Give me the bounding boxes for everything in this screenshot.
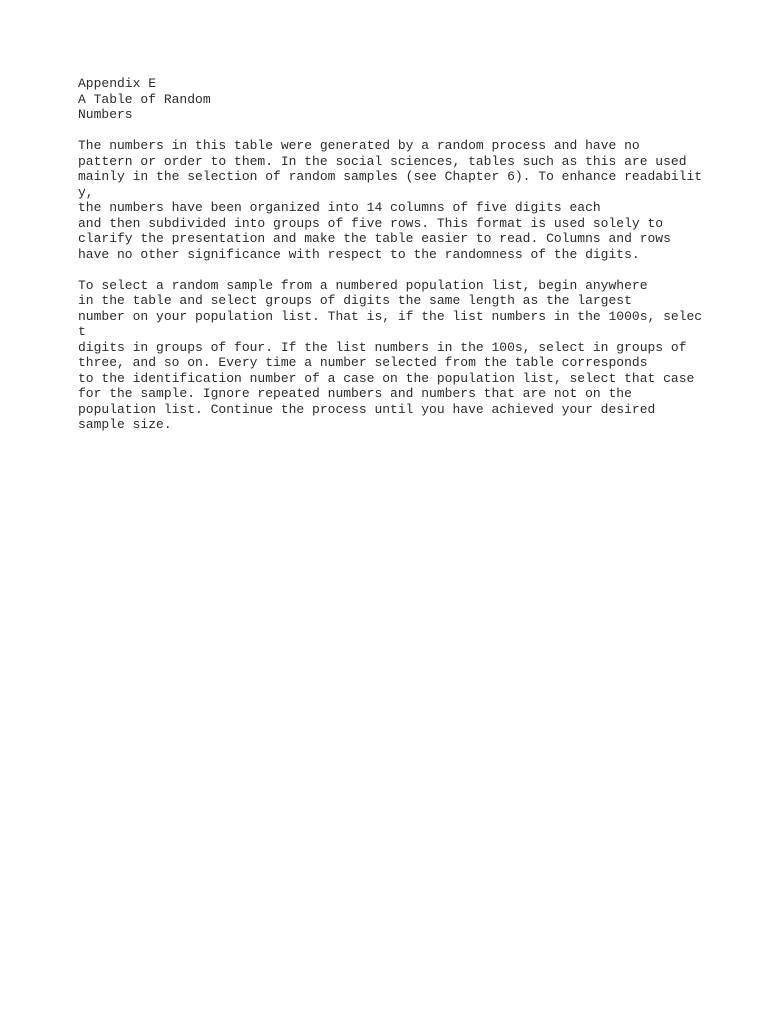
paragraph-line: digits in groups of four. If the list numbers in the 100s, select in groups of xyxy=(78,339,687,355)
paragraph-line: three, and so on. Every time a number selected from the table corresponds xyxy=(78,355,648,370)
appendix-heading xyxy=(78,76,748,123)
paragraph-line: mainly in the selection of random samples (see Chapter 6). To enhance readabilit xyxy=(78,169,703,184)
paragraph-line: The numbers in this table were generated by a random process and have no xyxy=(78,138,640,153)
heading-line: Numbers xyxy=(78,107,133,122)
instructions-paragraph xyxy=(78,278,748,433)
paragraph-line: population list. Continue the process until you have achieved your desired xyxy=(78,401,656,417)
paragraph-line: y, xyxy=(78,184,94,200)
paragraph-line: t xyxy=(78,324,86,339)
paragraph-line: in the table and select groups of digits the same length as the largest xyxy=(78,293,632,308)
paragraph-line: number on your population list. That is, if the list numbers in the 1000s, selec xyxy=(78,308,703,324)
paragraph-line: To select a random sample from a numbered population list, begin anywhere xyxy=(78,277,648,293)
paragraph-line: and then subdivided into groups of five rows. This format is used solely to xyxy=(78,215,664,231)
paragraph-line: clarify the presentation and make the table easier to read. Columns and rows xyxy=(78,231,671,246)
document-page xyxy=(78,76,748,448)
paragraph-line: to the identification number of a case on the population list, select that case xyxy=(78,370,695,386)
paragraph-line: have no other significance with respect to the randomness of the digits. xyxy=(78,246,640,262)
paragraph-line: pattern or order to them. In the social sciences, tables such as this are used xyxy=(78,153,687,169)
paragraph-line: the numbers have been organized into 14 columns of five digits each xyxy=(78,200,601,215)
paragraph-line: for the sample. Ignore repeated numbers and numbers that are not on the xyxy=(78,386,632,401)
intro-paragraph xyxy=(78,138,748,262)
heading-line: Appendix E xyxy=(78,76,157,91)
heading-line: A Table of Random xyxy=(78,91,211,107)
paragraph-line: sample size. xyxy=(78,417,172,432)
